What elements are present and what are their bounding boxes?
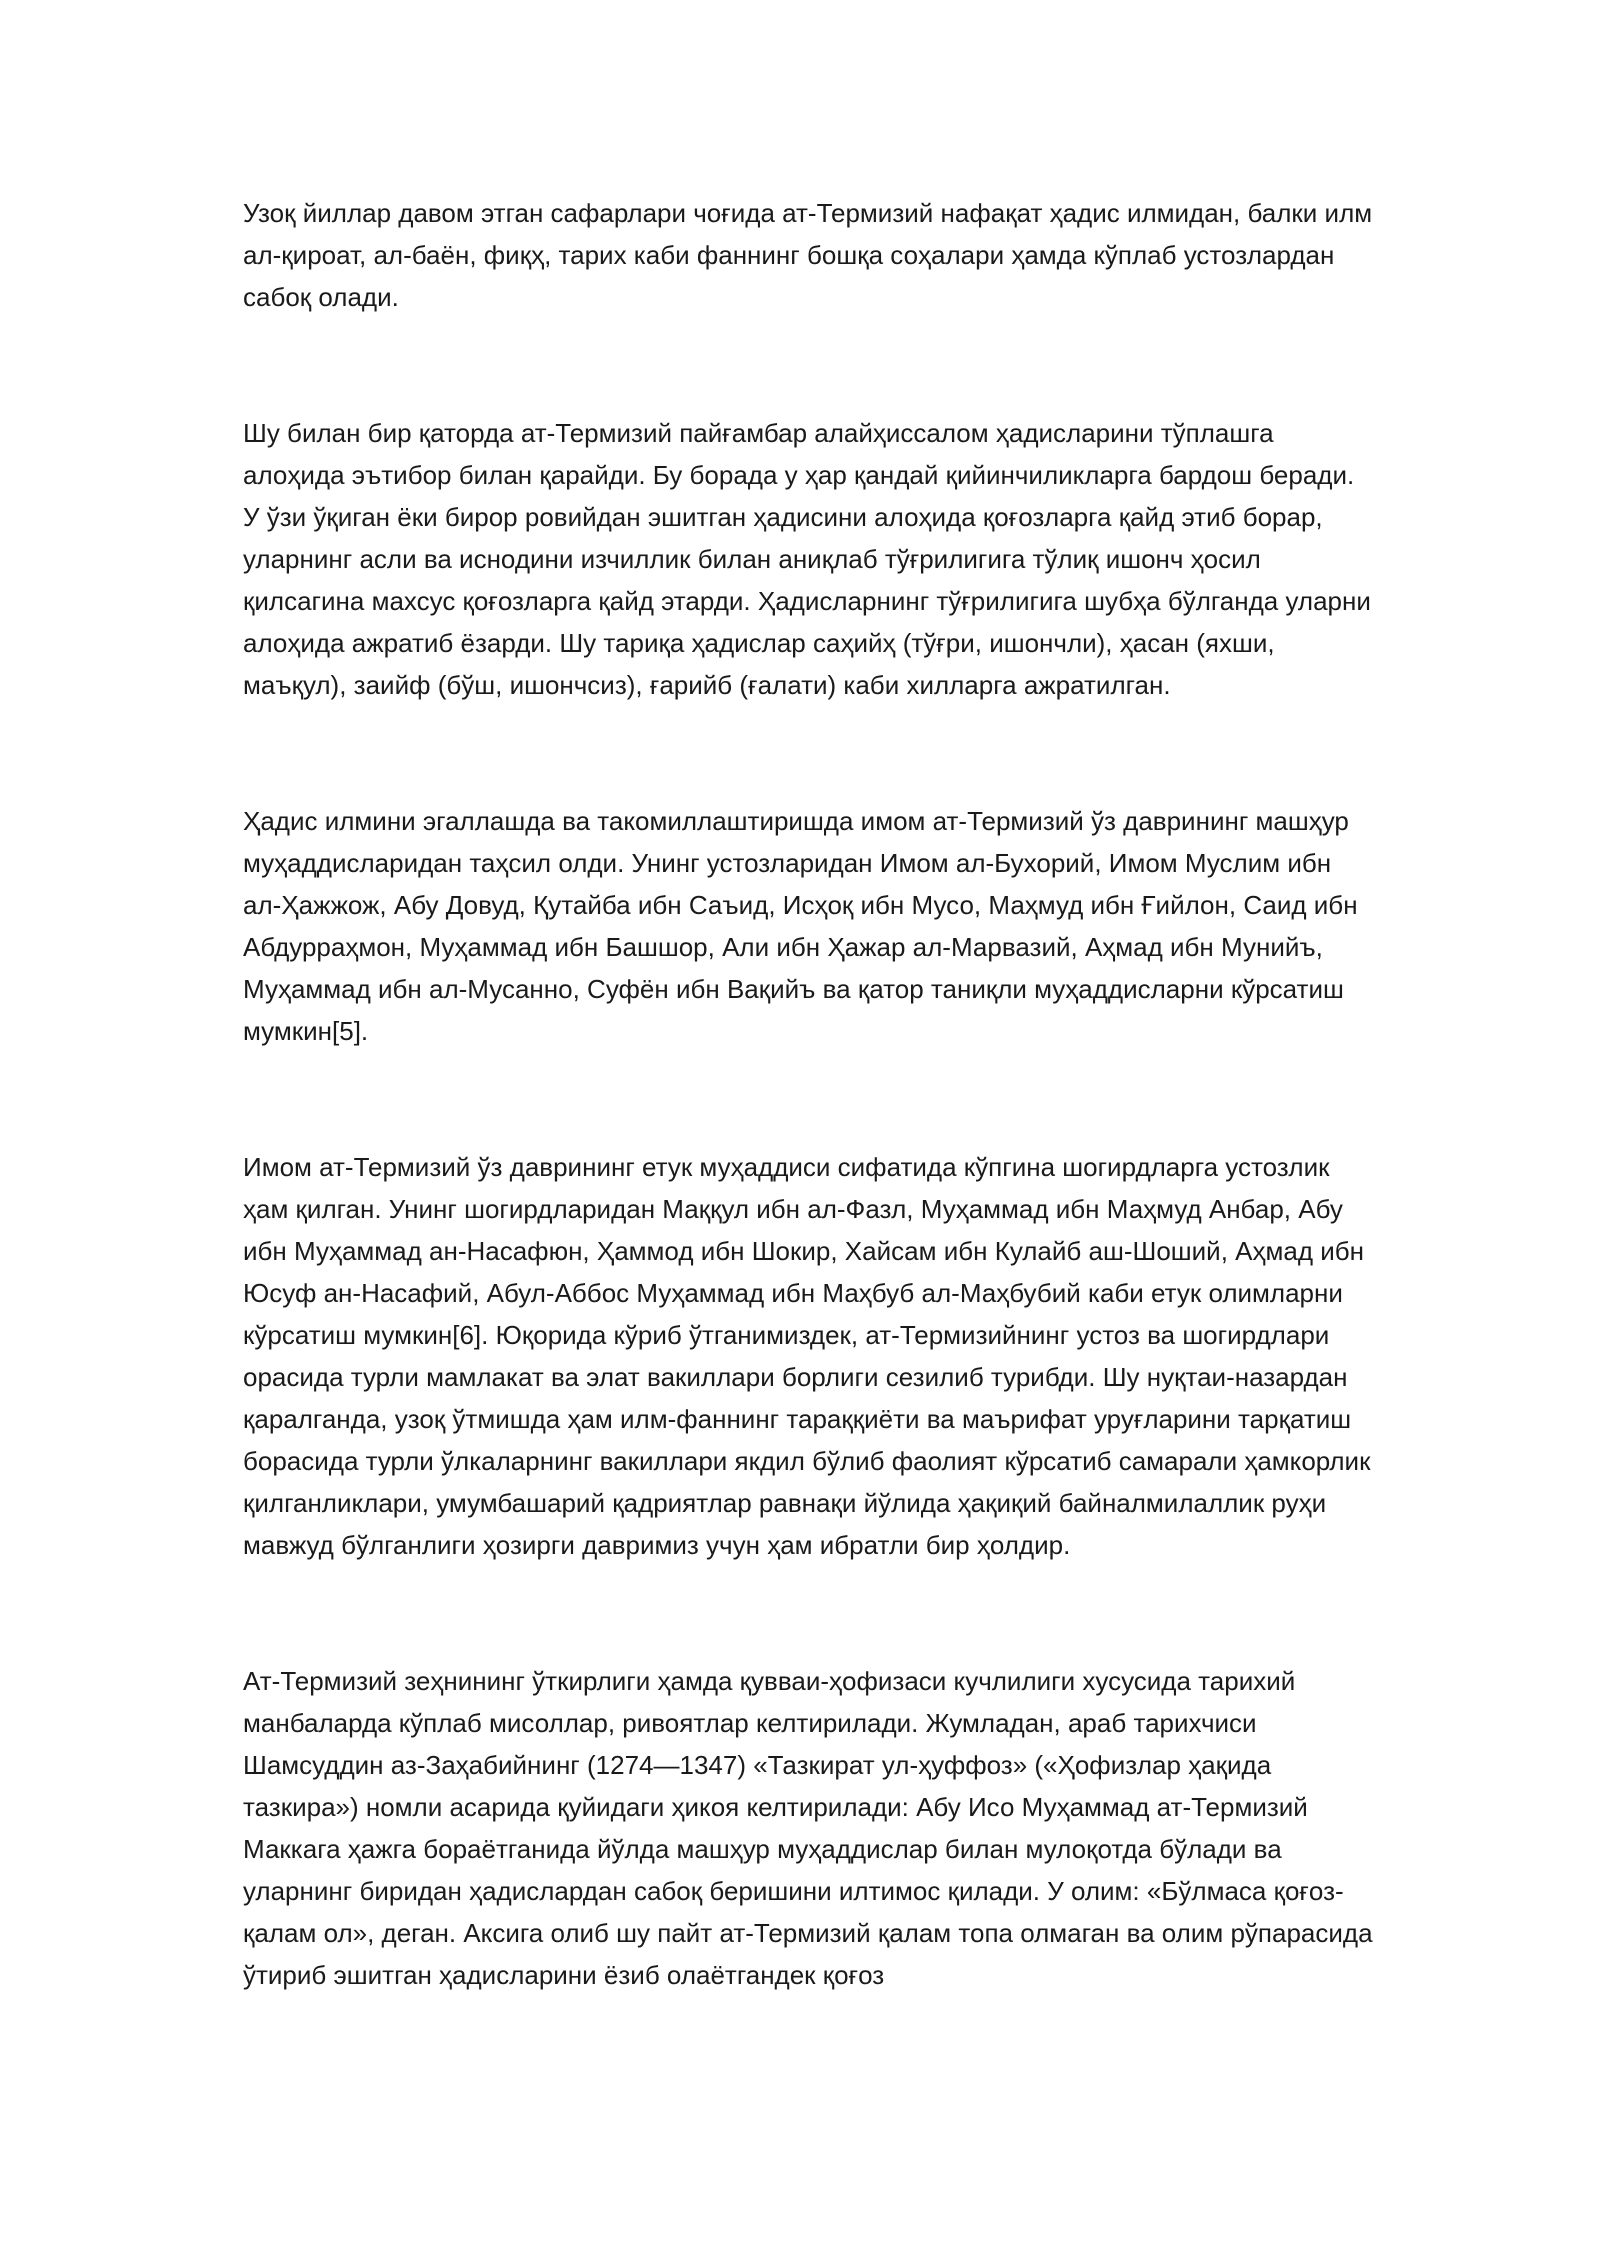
paragraph-4: Имом ат-Термизий ўз даврининг етук муҳаддиси сифатида кўпгина шогирдларга устозлик ҳам қилган. Унинг шогирдларидан Маққул ибн ал-Фазл, Муҳаммад ибн Маҳмуд Анбар, Абу ибн Муҳаммад ан-Насафюн, Ҳаммод ибн Шокир, Хайсам ибн Кулайб аш-Шоший, Аҳмад ибн Юсуф ан-Насафий, Абул-Аббос Муҳаммад ибн Маҳбуб ал-Маҳбубий каби етук олимларни кўрсатиш мумкин[6]. Юқорида кўриб ўтганимиздек, ат-Термизийнинг устоз ва шогирдлари орасида турли мамлакат ва элат вакиллари борлиги сезилиб турибди. Шу нуқтаи-назардан қаралганда, узоқ ўтмишда ҳам илм-фаннинг тараққиёти ва маърифат уруғларини тарқатиш борасида турли ўлкаларнинг вакиллари якдил бўлиб фаолият кўрсатиб самарали ҳамкорлик қилганликлари, умумбашарий қадриятлар равнақи йўлида ҳақиқий байналмилаллик руҳи мавжуд бўлганлиги ҳозирги давримиз учун ҳам ибратли бир ҳолдир. bbox=[243, 1152, 1371, 1560]
document-body bbox=[243, 192, 1373, 1996]
paragraph-3: Ҳадис илмини эгаллашда ва такомиллаштиришда имом ат-Термизий ўз даврининг машҳур муҳаддисларидан таҳсил олди. Унинг устозларидан Имом ал-Бухорий, Имом Муслим ибн ал-Ҳажжож, Абу Довуд, Қутайба ибн Саъид, Исҳоқ ибн Мусо, Маҳмуд ибн Ғийлон, Саид ибн Абдурраҳмон, Муҳаммад ибн Башшор, Али ибн Ҳажар ал-Марвазий, Аҳмад ибн Мунийъ, Муҳаммад ибн ал-Мусанно, Суфён ибн Вақийъ ва қатор таниқли муҳаддисларни кўрсатиш мумкин[5]. bbox=[243, 806, 1358, 1046]
paragraph-1: Узоқ йиллар давом этган сафарлари чоғида ат-Термизий нафақат ҳадис илмидан, балки илм ал-қироат, ал-баён, фиқҳ, тарих каби фаннинг бошқа соҳалари ҳамда кўплаб устозлардан сабоқ олади. bbox=[243, 198, 1373, 312]
paragraph-2: Шу билан бир қаторда ат-Термизий пайғамбар алайҳиссалом ҳадисларини тўплашга алоҳида эътибор билан қарайди. Бу борада у ҳар қандай қийинчиликларга бардош беради. У ўзи ўқиган ёки бирор ровийдан эшитган ҳадисини алоҳида қоғозларга қайд этиб борар, уларнинг асли ва иснодини изчиллик билан аниқлаб тўғрилигига тўлиқ ишонч ҳосил қилсагина махсус қоғозларга қайд этарди. Ҳадисларнинг тўғрилигига шубҳа бўлганда уларни алоҳида ажратиб ёзарди. Шу тариқа ҳадислар саҳийҳ (тўғри, ишончли), ҳасан (яхши, маъқул), заийф (бўш, ишончсиз), ғарийб (ғалати) каби хилларга ажратилган. bbox=[243, 418, 1371, 700]
paragraph-5: Ат-Термизий зеҳнининг ўткирлиги ҳамда қувваи-ҳофизаси кучлилиги хусусида тарихий манбаларда кўплаб мисоллар, ривоятлар келтирилади. Жумладан, араб тарихчиси Шамсуддин аз-Заҳабийнинг (1274—1347) «Тазкират ул-ҳуффоз» («Ҳофизлар ҳақида тазкира») номли асарида қуйидаги ҳикоя келтирилади: Абу Исо Муҳаммад ат-Термизий Маккага ҳажга бораётганида йўлда машҳур муҳаддислар билан мулоқотда бўлади ва уларнинг биридан ҳадислардан сабоқ беришини илтимос қилади. У олим: «Бўлмаса қоғоз-қалам ол», деган. Аксига олиб шу пайт ат-Термизий қалам топа олмаган ва олим рўпарасида ўтириб эшитган ҳадисларини ёзиб олаётгандек қоғоз bbox=[243, 1666, 1373, 1990]
